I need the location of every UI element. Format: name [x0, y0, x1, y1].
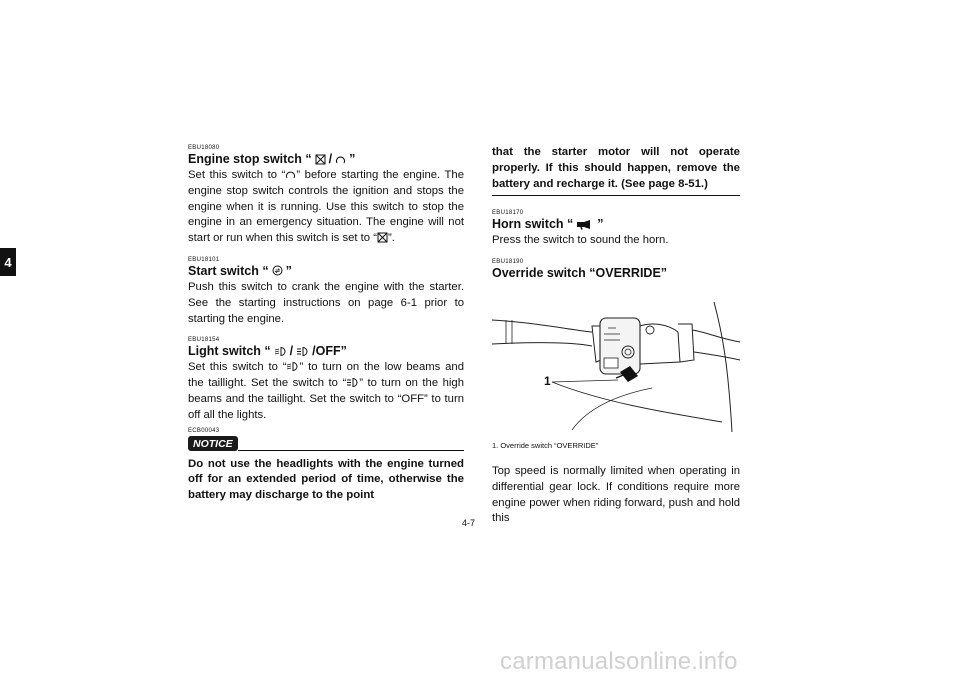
section-code: EBU18101	[188, 256, 220, 263]
divider	[492, 195, 740, 196]
divider	[238, 449, 464, 451]
figure-callout: 1	[544, 374, 551, 389]
engine-run-icon	[285, 169, 296, 180]
notice-continued: that the starter motor will not operate properly. If this should happen, remove the battery and recharge it. (See page 8-51.)	[492, 146, 740, 190]
light-title: Light switch “ / /OFF”	[188, 344, 347, 359]
horn-icon	[576, 219, 594, 230]
notice-header	[188, 436, 464, 451]
light-body: Set this switch to “ ” to turn on the low beams and the taillight. Set the switch to “ ” to turn on the high beams and the taillight. Set the switch to “OFF” to turn off all the lights.	[188, 361, 464, 421]
start-section	[188, 257, 464, 327]
page-number: 4-7	[462, 518, 476, 528]
section-code: EBU18170	[492, 210, 524, 217]
start-body: Push this switch to crank the engine with the starter. See the starting instructions on page 6-1 prior to starting the engine.	[188, 280, 464, 325]
notice-text: Do not use the headlights with the engine turned off for an extended period of time, otherwise the battery may discharge to the point	[188, 457, 464, 502]
light-section	[188, 337, 464, 423]
engine-stop-off-icon	[315, 154, 326, 165]
override-switch-figure	[492, 302, 740, 432]
low-beam-icon	[274, 346, 287, 357]
engine-run-icon	[335, 154, 346, 165]
high-beam-icon	[346, 377, 359, 388]
figure-caption: 1. Override switch “OVERRIDE”	[492, 441, 599, 451]
section-code: EBU18190	[492, 259, 524, 266]
horn-section	[492, 210, 740, 249]
start-icon	[272, 265, 283, 276]
section-code: ECB00043	[188, 427, 220, 434]
override-section	[492, 259, 740, 527]
section-code: EBU18080	[188, 145, 220, 151]
override-body: Top speed is normally limited when operating in differential gear lock. If conditions require more engine power when riding forward, push and hold this	[492, 464, 740, 525]
notice-badge: NOTICE	[188, 436, 238, 451]
override-title: Override switch “OVERRIDE”	[492, 266, 668, 281]
engine-stop-title: Engine stop switch “ / ”	[188, 152, 356, 166]
engine-stop-body: Set this switch to “ ” before starting the engine. The engine stop switch controls the ignition and stops the engine when it is running. Use this switch to stop the engine in an emergency situation. The engine will not start or run when this switch is set to “ ”.	[188, 169, 464, 245]
section-code: EBU18154	[188, 337, 220, 344]
high-beam-icon	[296, 346, 309, 357]
left-column	[188, 145, 464, 504]
low-beam-icon	[286, 361, 299, 372]
watermark: carmanualsonline.info	[500, 648, 738, 675]
engine-stop-section	[188, 145, 464, 247]
engine-stop-off-icon	[377, 232, 388, 243]
right-column	[492, 145, 740, 527]
start-title: Start switch “ ”	[188, 263, 292, 278]
horn-body: Press the switch to sound the horn.	[492, 234, 669, 247]
notice-block	[188, 428, 464, 504]
chapter-tab	[0, 248, 16, 276]
handlebar-illustration	[492, 302, 740, 432]
chapter-tab-label: 4	[4, 254, 12, 270]
horn-title: Horn switch “ ”	[492, 217, 604, 232]
